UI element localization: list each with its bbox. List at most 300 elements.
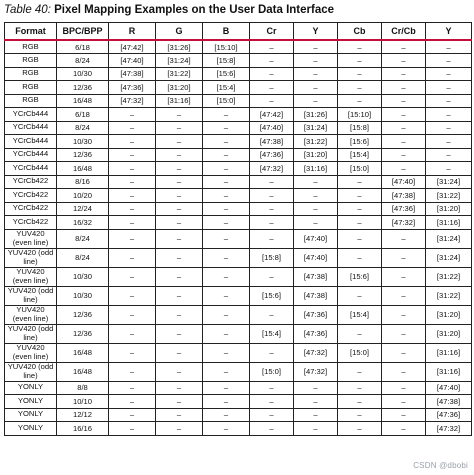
cell-y: [47:40] xyxy=(294,248,338,267)
cell-cb: [15:0] xyxy=(338,343,382,362)
cell-y: – xyxy=(294,189,338,203)
cell-r: – xyxy=(109,422,156,436)
cell-g: – xyxy=(156,362,203,381)
cell-r: – xyxy=(109,108,156,122)
cell-format: YUV420 (even line) xyxy=(5,267,57,286)
cell-y2: [31:24] xyxy=(426,248,472,267)
cell-b: – xyxy=(203,305,250,324)
cell-r: – xyxy=(109,305,156,324)
cell-g: – xyxy=(156,216,203,230)
cell-y: – xyxy=(294,175,338,189)
cell-cb: – xyxy=(338,229,382,248)
cell-cr-cb: – xyxy=(382,81,426,95)
cell-y: [31:20] xyxy=(294,148,338,162)
cell-cr-cb: – xyxy=(382,343,426,362)
cell-y: [47:38] xyxy=(294,286,338,305)
cell-g: [31:26] xyxy=(156,40,203,54)
cell-format: YCrCb422 xyxy=(5,202,57,216)
cell-cr-cb: – xyxy=(382,381,426,395)
cell-cb: – xyxy=(338,422,382,436)
table-row xyxy=(5,202,472,216)
cell-b: – xyxy=(203,362,250,381)
cell-bpc-bpp: 6/18 xyxy=(57,108,109,122)
cell-cb: [15:10] xyxy=(338,108,382,122)
cell-y: – xyxy=(294,94,338,108)
cell-r: [47:36] xyxy=(109,81,156,95)
cell-y2: [31:22] xyxy=(426,286,472,305)
cell-cr: – xyxy=(250,267,294,286)
cell-cb: – xyxy=(338,216,382,230)
table-row xyxy=(5,395,472,409)
cell-bpc-bpp: 10/20 xyxy=(57,189,109,203)
cell-y2: [47:32] xyxy=(426,422,472,436)
cell-bpc-bpp: 16/32 xyxy=(57,216,109,230)
cell-cr-cb: [47:38] xyxy=(382,189,426,203)
cell-bpc-bpp: 16/48 xyxy=(57,362,109,381)
cell-cr: [47:38] xyxy=(250,135,294,149)
cell-format: YONLY xyxy=(5,422,57,436)
watermark: CSDN @dbobi xyxy=(413,461,468,470)
cell-y2: [31:16] xyxy=(426,216,472,230)
cell-r: – xyxy=(109,395,156,409)
cell-bpc-bpp: 12/36 xyxy=(57,81,109,95)
cell-cr: – xyxy=(250,305,294,324)
cell-y: – xyxy=(294,395,338,409)
col-header-cb: Cb xyxy=(338,23,382,41)
cell-cr: [47:42] xyxy=(250,108,294,122)
cell-b: – xyxy=(203,162,250,176)
table-row xyxy=(5,229,472,248)
cell-cb: – xyxy=(338,81,382,95)
cell-cr: [15:4] xyxy=(250,324,294,343)
cell-cb: – xyxy=(338,202,382,216)
cell-r: – xyxy=(109,162,156,176)
cell-y2: [31:24] xyxy=(426,229,472,248)
table-row xyxy=(5,54,472,68)
table-row xyxy=(5,422,472,436)
cell-g: – xyxy=(156,108,203,122)
cell-y2: – xyxy=(426,135,472,149)
cell-bpc-bpp: 10/30 xyxy=(57,267,109,286)
cell-format: YCrCb444 xyxy=(5,162,57,176)
cell-y2: – xyxy=(426,67,472,81)
cell-g: – xyxy=(156,202,203,216)
cell-r: – xyxy=(109,381,156,395)
cell-format: YCrCb444 xyxy=(5,121,57,135)
cell-cr-cb: – xyxy=(382,324,426,343)
cell-bpc-bpp: 12/36 xyxy=(57,324,109,343)
cell-format: RGB xyxy=(5,54,57,68)
cell-g: – xyxy=(156,324,203,343)
cell-g: – xyxy=(156,343,203,362)
cell-cr-cb: – xyxy=(382,395,426,409)
cell-cb: – xyxy=(338,54,382,68)
cell-r: – xyxy=(109,408,156,422)
cell-cr: [47:32] xyxy=(250,162,294,176)
cell-y2: [31:20] xyxy=(426,305,472,324)
cell-cb: [15:6] xyxy=(338,267,382,286)
cell-bpc-bpp: 10/10 xyxy=(57,395,109,409)
cell-b: – xyxy=(203,229,250,248)
table-row xyxy=(5,81,472,95)
cell-y2: [31:20] xyxy=(426,202,472,216)
cell-format: RGB xyxy=(5,81,57,95)
col-header-bpc-bpp: BPC/BPP xyxy=(57,23,109,41)
cell-cr-cb: – xyxy=(382,305,426,324)
cell-cb: [15:0] xyxy=(338,162,382,176)
cell-bpc-bpp: 16/48 xyxy=(57,94,109,108)
cell-g: [31:22] xyxy=(156,67,203,81)
cell-cr-cb: – xyxy=(382,362,426,381)
cell-g: – xyxy=(156,162,203,176)
col-header-y: Y xyxy=(294,23,338,41)
col-header-b: B xyxy=(203,23,250,41)
cell-b: – xyxy=(203,121,250,135)
col-header-r: R xyxy=(109,23,156,41)
cell-format: RGB xyxy=(5,40,57,54)
cell-cb: – xyxy=(338,362,382,381)
cell-r: – xyxy=(109,121,156,135)
cell-r: – xyxy=(109,343,156,362)
cell-bpc-bpp: 10/30 xyxy=(57,67,109,81)
cell-y: – xyxy=(294,67,338,81)
cell-cr-cb: – xyxy=(382,54,426,68)
cell-cr: – xyxy=(250,94,294,108)
cell-cr: – xyxy=(250,216,294,230)
cell-cr: – xyxy=(250,81,294,95)
cell-r: – xyxy=(109,175,156,189)
cell-cr-cb: – xyxy=(382,162,426,176)
cell-cb: – xyxy=(338,395,382,409)
cell-b: – xyxy=(203,267,250,286)
cell-y2: – xyxy=(426,108,472,122)
cell-cr: – xyxy=(250,175,294,189)
cell-cr: – xyxy=(250,343,294,362)
cell-b: – xyxy=(203,108,250,122)
cell-y: – xyxy=(294,81,338,95)
cell-b: – xyxy=(203,248,250,267)
table-body xyxy=(5,40,472,435)
cell-r: – xyxy=(109,148,156,162)
cell-cr-cb: – xyxy=(382,422,426,436)
cell-cr-cb: – xyxy=(382,94,426,108)
cell-y2: – xyxy=(426,148,472,162)
cell-b: – xyxy=(203,202,250,216)
cell-y2: – xyxy=(426,121,472,135)
cell-format: YCrCb444 xyxy=(5,108,57,122)
cell-cb: – xyxy=(338,94,382,108)
col-header-y2: Y xyxy=(426,23,472,41)
cell-g: – xyxy=(156,148,203,162)
cell-r: – xyxy=(109,362,156,381)
cell-g: – xyxy=(156,395,203,409)
table-title: Pixel Mapping Examples on the User Data Interface xyxy=(54,4,335,16)
table-row xyxy=(5,94,472,108)
table-row xyxy=(5,162,472,176)
cell-format: YCrCb444 xyxy=(5,148,57,162)
cell-g: [31:16] xyxy=(156,94,203,108)
cell-bpc-bpp: 8/24 xyxy=(57,229,109,248)
cell-cb: – xyxy=(338,175,382,189)
cell-r: [47:32] xyxy=(109,94,156,108)
cell-bpc-bpp: 8/8 xyxy=(57,381,109,395)
table-row xyxy=(5,148,472,162)
cell-g: – xyxy=(156,121,203,135)
table-row xyxy=(5,40,472,54)
cell-y: – xyxy=(294,54,338,68)
cell-cr-cb: – xyxy=(382,248,426,267)
cell-b: – xyxy=(203,189,250,203)
cell-cr-cb: – xyxy=(382,267,426,286)
cell-y2: – xyxy=(426,94,472,108)
cell-cb: [15:4] xyxy=(338,148,382,162)
cell-bpc-bpp: 8/24 xyxy=(57,248,109,267)
cell-b: [15:0] xyxy=(203,94,250,108)
cell-y: [31:22] xyxy=(294,135,338,149)
cell-bpc-bpp: 16/48 xyxy=(57,162,109,176)
table-row xyxy=(5,343,472,362)
cell-y: [47:32] xyxy=(294,362,338,381)
cell-cr-cb: [47:32] xyxy=(382,216,426,230)
cell-y2: [31:20] xyxy=(426,324,472,343)
cell-g: – xyxy=(156,175,203,189)
cell-b: – xyxy=(203,422,250,436)
cell-cb: [15:4] xyxy=(338,305,382,324)
cell-b: [15:4] xyxy=(203,81,250,95)
cell-format: YUV420 (even line) xyxy=(5,305,57,324)
cell-cr: – xyxy=(250,40,294,54)
cell-format: YCrCb422 xyxy=(5,189,57,203)
table-row xyxy=(5,175,472,189)
cell-cb: – xyxy=(338,381,382,395)
table-row xyxy=(5,216,472,230)
table-row xyxy=(5,135,472,149)
cell-cr: – xyxy=(250,54,294,68)
cell-y2: – xyxy=(426,81,472,95)
table-row xyxy=(5,189,472,203)
cell-g: – xyxy=(156,381,203,395)
cell-format: YONLY xyxy=(5,408,57,422)
cell-g: – xyxy=(156,248,203,267)
cell-cr: – xyxy=(250,422,294,436)
table-row xyxy=(5,324,472,343)
cell-y: [47:32] xyxy=(294,343,338,362)
cell-cr-cb: – xyxy=(382,121,426,135)
table-caption xyxy=(4,3,334,17)
cell-b: – xyxy=(203,216,250,230)
cell-g: – xyxy=(156,422,203,436)
cell-cr: – xyxy=(250,202,294,216)
table-row xyxy=(5,108,472,122)
cell-g: – xyxy=(156,286,203,305)
cell-bpc-bpp: 8/24 xyxy=(57,121,109,135)
cell-bpc-bpp: 6/18 xyxy=(57,40,109,54)
cell-bpc-bpp: 8/16 xyxy=(57,175,109,189)
cell-r: [47:40] xyxy=(109,54,156,68)
cell-cb: – xyxy=(338,40,382,54)
cell-y2: [31:22] xyxy=(426,189,472,203)
cell-cr: [15:6] xyxy=(250,286,294,305)
cell-g: – xyxy=(156,408,203,422)
cell-format: YCrCb422 xyxy=(5,175,57,189)
table-row xyxy=(5,248,472,267)
cell-bpc-bpp: 16/48 xyxy=(57,343,109,362)
cell-format: YUV420 (odd line) xyxy=(5,286,57,305)
cell-y: [47:38] xyxy=(294,267,338,286)
cell-b: – xyxy=(203,324,250,343)
cell-r: – xyxy=(109,229,156,248)
cell-format: YUV420 (odd line) xyxy=(5,362,57,381)
cell-r: – xyxy=(109,189,156,203)
cell-r: – xyxy=(109,248,156,267)
cell-format: YUV420 (even line) xyxy=(5,229,57,248)
cell-cb: [15:6] xyxy=(338,135,382,149)
cell-bpc-bpp: 12/36 xyxy=(57,148,109,162)
col-header-format: Format xyxy=(5,23,57,41)
cell-bpc-bpp: 12/36 xyxy=(57,305,109,324)
cell-r: – xyxy=(109,135,156,149)
cell-cr: – xyxy=(250,67,294,81)
table-row xyxy=(5,67,472,81)
cell-b: – xyxy=(203,148,250,162)
cell-r: – xyxy=(109,202,156,216)
cell-bpc-bpp: 10/30 xyxy=(57,286,109,305)
cell-r: – xyxy=(109,267,156,286)
pixel-mapping-table xyxy=(4,22,472,436)
cell-r: – xyxy=(109,286,156,305)
table-row xyxy=(5,267,472,286)
cell-y: – xyxy=(294,408,338,422)
table-header-row xyxy=(5,23,472,41)
cell-r: – xyxy=(109,324,156,343)
cell-g: – xyxy=(156,135,203,149)
cell-cr-cb: – xyxy=(382,67,426,81)
cell-b: [15:10] xyxy=(203,40,250,54)
cell-g: – xyxy=(156,229,203,248)
cell-y2: [47:38] xyxy=(426,395,472,409)
table-row xyxy=(5,286,472,305)
cell-y2: [31:16] xyxy=(426,343,472,362)
cell-cr: – xyxy=(250,408,294,422)
cell-cb: – xyxy=(338,248,382,267)
cell-r: [47:42] xyxy=(109,40,156,54)
cell-g: – xyxy=(156,267,203,286)
cell-y: – xyxy=(294,422,338,436)
cell-y: – xyxy=(294,40,338,54)
cell-cr-cb: – xyxy=(382,135,426,149)
cell-y2: [47:40] xyxy=(426,381,472,395)
cell-cr-cb: – xyxy=(382,40,426,54)
cell-cr-cb: [47:40] xyxy=(382,175,426,189)
cell-cr-cb: – xyxy=(382,229,426,248)
cell-cr: [47:40] xyxy=(250,121,294,135)
cell-cb: – xyxy=(338,324,382,343)
cell-cr: [47:36] xyxy=(250,148,294,162)
cell-cb: – xyxy=(338,286,382,305)
cell-cr-cb: – xyxy=(382,108,426,122)
cell-y: [31:26] xyxy=(294,108,338,122)
cell-cr: [15:0] xyxy=(250,362,294,381)
cell-cr-cb: – xyxy=(382,286,426,305)
cell-y: [47:40] xyxy=(294,229,338,248)
cell-cb: – xyxy=(338,67,382,81)
cell-format: YCrCb444 xyxy=(5,135,57,149)
cell-y2: [31:22] xyxy=(426,267,472,286)
cell-bpc-bpp: 12/12 xyxy=(57,408,109,422)
cell-y2: – xyxy=(426,54,472,68)
cell-y2: [47:36] xyxy=(426,408,472,422)
cell-bpc-bpp: 16/16 xyxy=(57,422,109,436)
cell-b: – xyxy=(203,286,250,305)
cell-r: – xyxy=(109,216,156,230)
table-row xyxy=(5,362,472,381)
cell-b: – xyxy=(203,135,250,149)
cell-cr: – xyxy=(250,395,294,409)
cell-cr: – xyxy=(250,381,294,395)
cell-format: YCrCb422 xyxy=(5,216,57,230)
table-row xyxy=(5,408,472,422)
cell-cb: – xyxy=(338,189,382,203)
cell-b: [15:8] xyxy=(203,54,250,68)
table-row xyxy=(5,381,472,395)
cell-b: – xyxy=(203,381,250,395)
cell-format: RGB xyxy=(5,94,57,108)
cell-format: RGB xyxy=(5,67,57,81)
cell-g: – xyxy=(156,189,203,203)
cell-y2: – xyxy=(426,40,472,54)
table-number: Table 40: xyxy=(4,4,51,16)
cell-y: – xyxy=(294,381,338,395)
table-row xyxy=(5,305,472,324)
cell-g: [31:24] xyxy=(156,54,203,68)
cell-cr: – xyxy=(250,189,294,203)
cell-y: [31:16] xyxy=(294,162,338,176)
cell-y2: – xyxy=(426,162,472,176)
cell-y: [31:24] xyxy=(294,121,338,135)
cell-cr: [15:8] xyxy=(250,248,294,267)
cell-y2: [31:24] xyxy=(426,175,472,189)
cell-y2: [31:16] xyxy=(426,362,472,381)
cell-bpc-bpp: 12/24 xyxy=(57,202,109,216)
cell-b: – xyxy=(203,395,250,409)
cell-format: YONLY xyxy=(5,381,57,395)
cell-b: – xyxy=(203,343,250,362)
cell-cb: [15:8] xyxy=(338,121,382,135)
cell-r: [47:38] xyxy=(109,67,156,81)
cell-cr: – xyxy=(250,229,294,248)
cell-cr-cb: – xyxy=(382,148,426,162)
cell-cb: – xyxy=(338,408,382,422)
cell-format: YONLY xyxy=(5,395,57,409)
col-header-cr: Cr xyxy=(250,23,294,41)
cell-y: [47:36] xyxy=(294,305,338,324)
cell-y: [47:36] xyxy=(294,324,338,343)
cell-b: – xyxy=(203,408,250,422)
cell-y: – xyxy=(294,202,338,216)
cell-g: [31:20] xyxy=(156,81,203,95)
cell-b: [15:6] xyxy=(203,67,250,81)
col-header-g: G xyxy=(156,23,203,41)
cell-bpc-bpp: 8/24 xyxy=(57,54,109,68)
table-row xyxy=(5,121,472,135)
cell-g: – xyxy=(156,305,203,324)
cell-format: YUV420 (odd line) xyxy=(5,324,57,343)
cell-bpc-bpp: 10/30 xyxy=(57,135,109,149)
cell-cr-cb: – xyxy=(382,408,426,422)
cell-format: YUV420 (even line) xyxy=(5,343,57,362)
cell-y: – xyxy=(294,216,338,230)
col-header-cr-cb: Cr/Cb xyxy=(382,23,426,41)
